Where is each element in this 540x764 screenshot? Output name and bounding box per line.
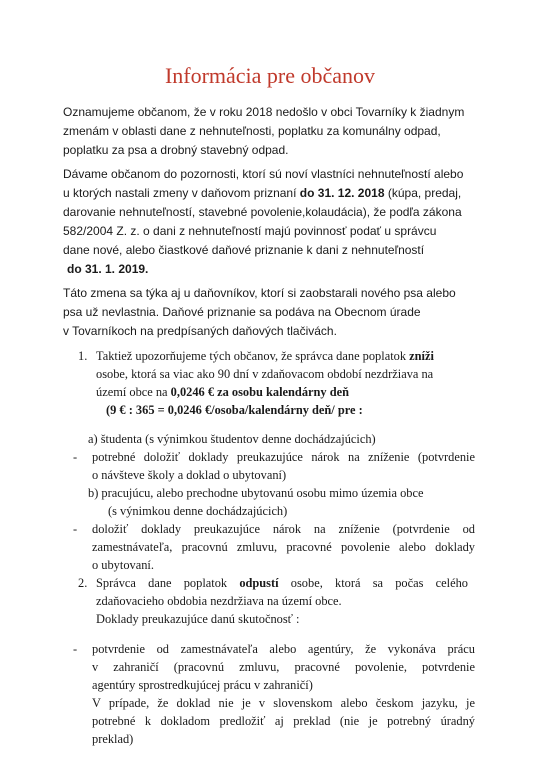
sub-item-b: (s výnimkou denne dochádzajúcich): [108, 504, 288, 518]
dash3-line: preklad): [92, 732, 134, 746]
item1-line: území obce na 0,0246 € za osobu kalendárny deň: [96, 385, 349, 399]
dash1-line: potrebné doložiť doklady preukazujúce nárok na zníženie (potvrdenie: [92, 450, 475, 464]
para2-line: dane nové, alebo čiastkové daňové priznanie k dani z nehnuteľností: [63, 243, 425, 257]
dash2-line: o ubytovaní.: [92, 558, 154, 572]
para1-line: zmenám v oblasti dane z nehnuteľnosti, poplatku za komunálny odpad,: [63, 124, 441, 138]
dash2-line: zamestnávateľa, pracovnú zmluvu, pracovné povolenie alebo doklady: [92, 540, 475, 554]
sub-item-a: a) študenta (s výnimkou študentov denne dochádzajúcich): [88, 432, 376, 446]
item1-line: osobe, ktorá sa viac ako 90 dní v zdaňovacom období nezdržiava na: [96, 367, 434, 381]
item2-line: Správca dane poplatok odpustí osobe, ktorá sa počas celého: [96, 576, 468, 590]
para2-line: u ktorých nastali zmeny v daňovom priznaní do 31. 12. 2018 (kúpa, predaj,: [63, 186, 462, 200]
dash3-line: V prípade, že doklad nie je v slovenskom alebo českom jazyku, je: [92, 696, 475, 710]
item1-number: 1.: [78, 349, 88, 363]
dash3-line: agentúry sprostredkujúcej prácu v zahraničí): [92, 678, 313, 692]
para1-line: poplatku za psa a drobný stavebný odpad.: [63, 143, 289, 157]
item2-number: 2.: [78, 576, 88, 590]
sub-item-b: b) pracujúcu, alebo prechodne ubytovanú osobu mimo územia obce: [88, 486, 424, 500]
item2-line: zdaňovacieho obdobia nezdržiava na území obce.: [96, 594, 342, 608]
waive-word: odpustí: [239, 576, 279, 590]
para2-line: Dávame občanom do pozornosti, ktorí sú noví vlastníci nehnuteľností alebo: [63, 167, 464, 181]
page-title: Informácia pre občanov: [164, 63, 376, 88]
dash3-line: potvrdenie od zamestnávateľa alebo agentúry, že vykonáva prácu: [92, 642, 475, 656]
deadline-date: do 31. 12. 2018: [299, 186, 385, 200]
para2-line: darovanie nehnuteľností, stavebné povolenie,kolaudácia), že podľa zákona: [63, 205, 462, 219]
item1-line: Taktiež upozorňujeme tých občanov, že správca dane poplatok zníži: [96, 349, 434, 363]
dash3-line: v zahraničí (pracovnú zmluvu, pracovné povolenie, potvrdenie: [92, 660, 475, 674]
dash-symbol: -: [73, 642, 78, 656]
para3-line: v Tovarníkoch na predpísaných daňových tlačivách.: [63, 324, 337, 338]
para3-line: Táto zmena sa týka aj u daňovníkov, ktorí si zaobstarali nového psa alebo: [63, 286, 456, 300]
para2-line: 582/2004 Z. z. o dani z nehnuteľností majú povinnosť podať u správcu: [63, 224, 437, 238]
dash-symbol: -: [73, 450, 78, 464]
para1-line: Oznamujeme občanom, že v roku 2018 nedošlo v obci Tovarníky k žiadnym: [63, 105, 465, 119]
dash-symbol: -: [73, 522, 78, 536]
fee-rate: 0,0246 € za osobu kalendárny deň: [170, 385, 349, 399]
dash3-line: potrebné k dokladom predložiť aj preklad (nie je potrebný úradný: [92, 714, 475, 728]
para3-line: psa už nevlastnia. Daňové priznanie sa podáva na Obecnom úrade: [63, 305, 421, 319]
item2-line: Doklady preukazujúce danú skutočnosť :: [96, 612, 300, 626]
fee-calculation: (9 € : 365 = 0,0246 €/osoba/kalendárny deň/ pre :: [106, 403, 363, 417]
dash1-line: o návšteve školy a doklad o ubytovaní): [92, 468, 287, 482]
reduce-word: zníži: [409, 349, 434, 363]
dash2-line: doložiť doklady preukazujúce nárok na zníženie (potvrdenie od: [92, 522, 475, 536]
deadline-date-2: do 31. 1. 2019.: [67, 262, 149, 276]
